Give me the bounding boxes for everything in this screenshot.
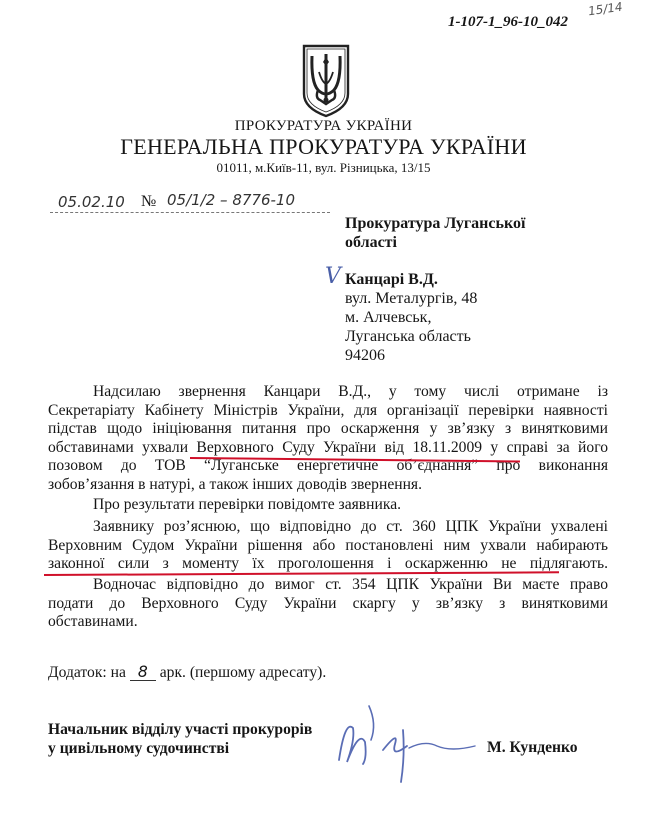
p3-line-2: Верховним Судом України рішення або постановлені ним ухвали набирають xyxy=(48,536,608,554)
recipient-line-1: Прокуратура Луганської xyxy=(345,215,526,232)
registration-date: 05.02.10 xyxy=(58,193,125,211)
body-paragraph-2 xyxy=(48,496,608,515)
check-mark: V xyxy=(325,264,341,289)
p4-line-2: подати до Верховного Суду України скаргу у зв’язку з винятковими xyxy=(48,594,608,612)
p1-line-3: підстав щодо ініціювання питання про оскарження у зв’язку з винятковими xyxy=(48,420,608,437)
document-code: 1-107-1_96-10_042 xyxy=(448,14,568,30)
p1-line-1: Надсилаю звернення Канцари В.Д., у тому числі отримане із xyxy=(93,383,608,400)
body-paragraph-3 xyxy=(48,518,608,574)
handwritten-signature-icon xyxy=(325,700,485,790)
p1-line-2: Секретаріату Кабінету Міністрів України, для організації перевірки наявності xyxy=(48,401,608,419)
p4-line-3: обставинами. xyxy=(48,613,138,630)
attachment-label: Додаток: на xyxy=(48,664,126,681)
p1-line-6: зобов’язання в натурі, а також інших доводів звернення. xyxy=(48,475,422,493)
attachment-suffix: арк. (першому адресату). xyxy=(159,664,327,681)
recipient-name: Канцарі В.Д. xyxy=(345,271,438,288)
registration-number: 05/1/2 – 8776-10 xyxy=(167,191,295,209)
recipient-street: вул. Металургів, 48 xyxy=(345,290,478,307)
recipient-city: м. Алчевськ, xyxy=(345,309,432,326)
signatory-title-line-1: Начальник відділу участі прокурорів xyxy=(48,721,313,738)
p1-line-4: обставинами ухвали Верховного Суду України від 18.11.2009 у справі за його xyxy=(48,438,608,456)
signatory-title-line-2: у цивільному судочинстві xyxy=(48,740,230,757)
recipient-line-2: області xyxy=(345,234,397,251)
p2-line-1: Про результати перевірки повідомте заявника. xyxy=(93,496,402,513)
recipient-postcode: 94206 xyxy=(345,347,385,364)
trident-emblem-icon xyxy=(300,42,352,118)
p3-line-1: Заявнику роз’яснюю, що відповідно до ст. 360 ЦПК України ухвалені xyxy=(93,518,608,535)
p3-line-3: законної сили з моменту їх проголошення і оскарженню не підлягають. xyxy=(48,555,608,572)
org-name-large: ГЕНЕРАЛЬНА ПРОКУРАТУРА УКРАЇНИ xyxy=(120,134,527,159)
number-sign: № xyxy=(141,193,157,210)
body-paragraph-1 xyxy=(48,383,608,494)
attachment-line xyxy=(48,664,326,682)
p1-line-5: позовом до ТОВ “Луганське енергетичне об’єднання” про виконання xyxy=(48,457,608,474)
body-paragraph-4 xyxy=(48,576,608,632)
org-address: 01011, м.Київ-11, вул. Різницька, 13/15 xyxy=(216,160,431,175)
signatory-name: М. Кунденко xyxy=(487,739,578,756)
attachment-count: 8 xyxy=(130,664,156,681)
p4-line-1: Водночас відповідно до вимог ст. 354 ЦПК України Ви маєте право xyxy=(93,576,608,593)
org-name-small: ПРОКУРАТУРА УКРАЇНИ xyxy=(234,118,413,134)
recipient-region: Луганська область xyxy=(345,328,471,345)
registration-underline xyxy=(50,212,330,213)
corner-number: 15/14 xyxy=(587,0,624,19)
